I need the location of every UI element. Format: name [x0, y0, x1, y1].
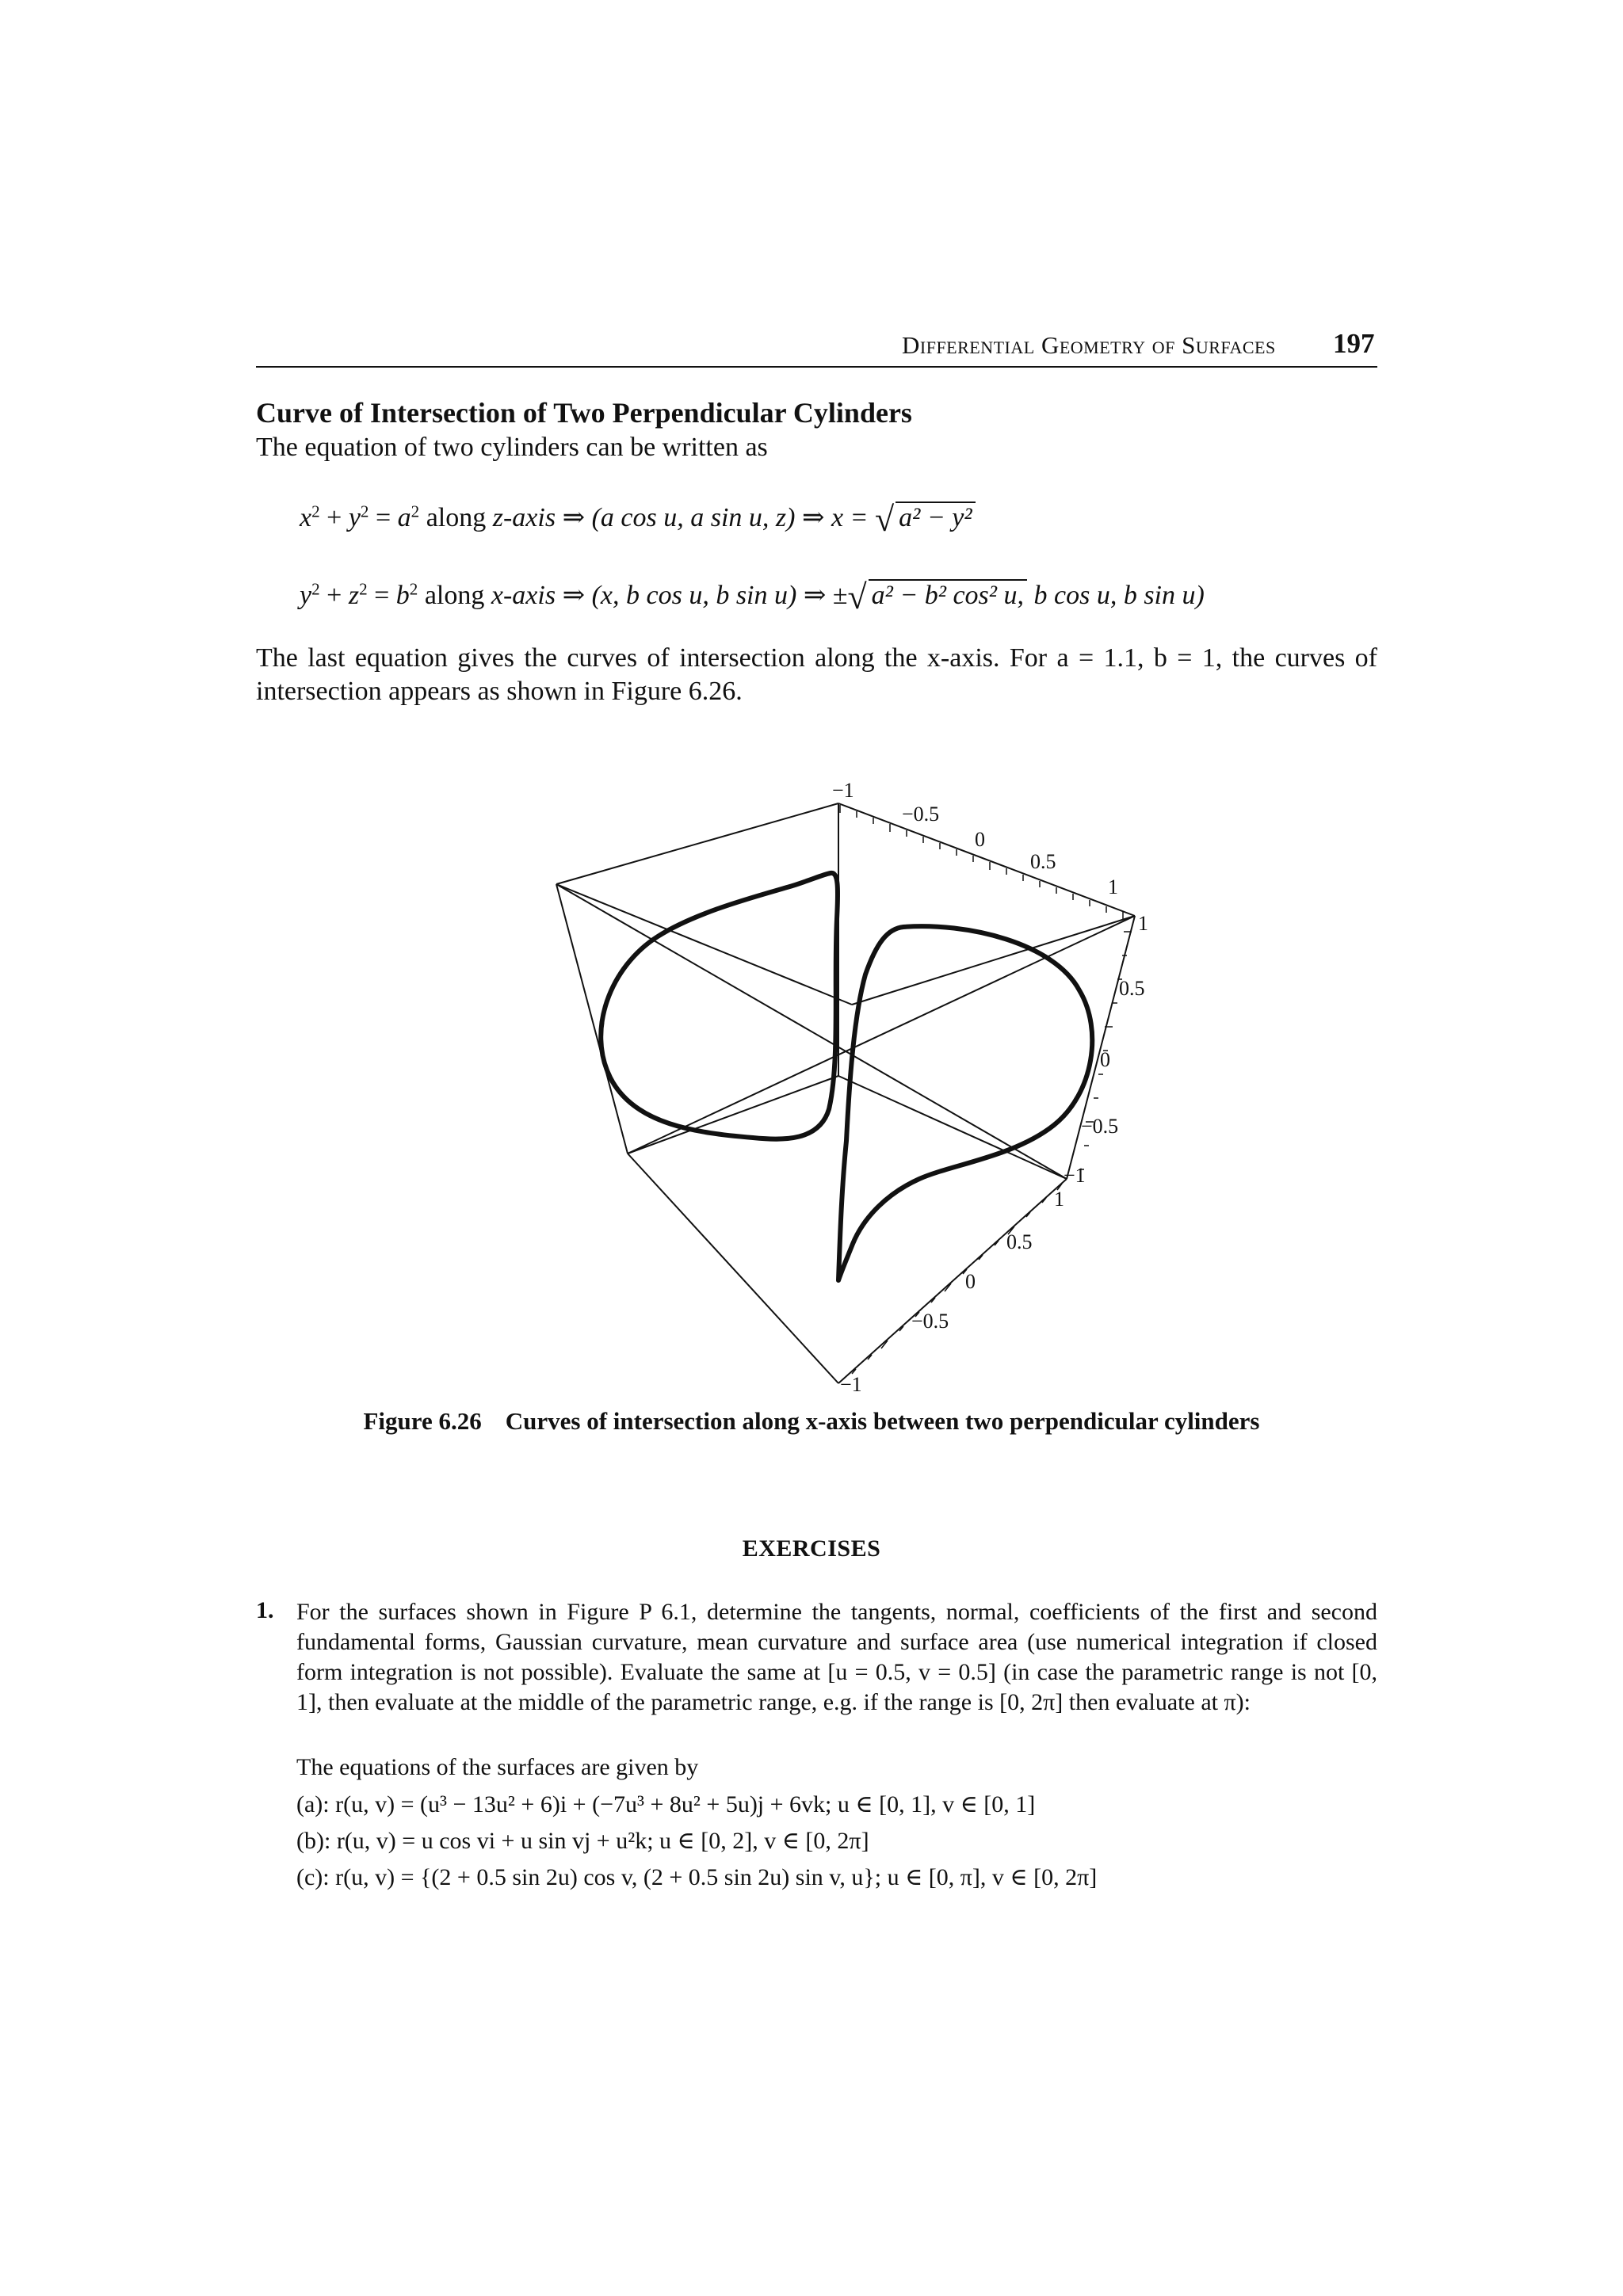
- right-tick-label: 0.5: [1119, 977, 1145, 1000]
- eq2-tail: b cos u, b sin u): [1033, 581, 1205, 610]
- exercise-number: 1.: [256, 1597, 274, 1623]
- intro-text: The equation of two cylinders can be written as: [256, 433, 768, 462]
- intersection-curves: [601, 873, 1092, 1280]
- eq2-along: along: [424, 581, 485, 610]
- eq1-result: x =: [831, 503, 869, 532]
- bottom-tick-label: 0: [965, 1270, 976, 1293]
- figure-caption: [0, 1407, 1623, 1436]
- right-tick-label: 1: [1138, 912, 1148, 935]
- eq1-sqrt: a² − y²: [899, 503, 972, 532]
- right-tick-label: −1: [1064, 1164, 1086, 1187]
- exercises-heading: EXERCISES: [742, 1535, 881, 1562]
- exercise-text: For the surfaces shown in Figure P 6.1, determine the tangents, normal, coefficients of the first and second fundamental forms, Gaussian curvature, mean curvature and surface area (use numerical integration if closed form integration is not possible). Evaluate the same at [u = 0.5, v = 0.5] (in case the parametric range is not [0, 1], then evaluate at the middle of the parametric range, e.g. if the range is [0, 2π] then evaluate at π):: [296, 1599, 1377, 1715]
- right-tick-label: 0: [1100, 1048, 1110, 1071]
- curve-left: [601, 873, 838, 1139]
- closing-paragraph: The last equation gives the curves of intersection along the x-axis. For a = 1.1, b = 1, the curves of intersection appears as shown in Figure 6.26.: [256, 643, 1377, 706]
- figure-number: Figure 6.26: [363, 1407, 482, 1435]
- exercise-part-b: (b): r(u, v) = u cos vi + u sin vj + u²k; u ∈ [0, 2], v ∈ [0, 2π]: [296, 1828, 869, 1854]
- eq1-param: (a cos u, a sin u, z): [591, 503, 796, 532]
- bottom-tick-label: −0.5: [911, 1310, 949, 1333]
- running-title: Differential Geometry of Surfaces: [902, 331, 1276, 359]
- section-title: Curve of Intersection of Two Perpendicular Cylinders: [256, 397, 912, 429]
- figure-caption-text: Curves of intersection along x-axis between two perpendicular cylinders: [505, 1407, 1260, 1435]
- top-tick-label: 1: [1108, 875, 1118, 898]
- equation-2: $y^2 + z^2 = b^2$ along x-axis ⇒ (x, b cos u, b sin u) ⇒ ±√ a² − b² cos² u, b cos u, b sin u): [300, 578, 1205, 616]
- exercise-given-by: The equations of the surfaces are given by: [296, 1754, 699, 1780]
- eq2-axis: x-axis: [491, 581, 556, 610]
- top-tick-label: −0.5: [902, 803, 940, 826]
- page-number: 197: [1333, 328, 1375, 359]
- equation-1: $x^2 + y^2 = a^2$ along z-axis ⇒ (a cos u, a sin u, z) ⇒ x = √ a² − y²: [300, 499, 976, 540]
- bottom-tick-label: 1: [1054, 1188, 1064, 1211]
- curve-right: [838, 926, 1092, 1280]
- eq1-along: along: [426, 503, 487, 532]
- exercise-part-c: (c): r(u, v) = {(2 + 0.5 sin 2u) cos v, (2 + 0.5 sin 2u) sin v, u}; u ∈ [0, π], v ∈ [0, 2π]: [296, 1864, 1098, 1890]
- eq2-param: (x, b cos u, b sin u): [591, 581, 797, 610]
- top-tick-label: 0: [975, 828, 985, 851]
- bottom-tick-label: −1: [840, 1373, 862, 1396]
- exercise-part-a: (a): r(u, v) = (u³ − 13u² + 6)i + (−7u³ + 8u² + 5u)j + 6vk; u ∈ [0, 1], v ∈ [0, 1]: [296, 1791, 1036, 1817]
- eq2-sqrt: a² − b² cos² u,: [871, 581, 1024, 610]
- top-tick-label: −1: [832, 779, 854, 802]
- tick-marks: [840, 805, 1132, 1374]
- eq1-axis: z-axis: [492, 503, 556, 532]
- top-tick-label: 0.5: [1030, 850, 1056, 873]
- bottom-tick-label: 0.5: [1006, 1230, 1033, 1253]
- bounding-box: [556, 803, 1135, 1383]
- right-tick-label: −0.5: [1081, 1115, 1119, 1138]
